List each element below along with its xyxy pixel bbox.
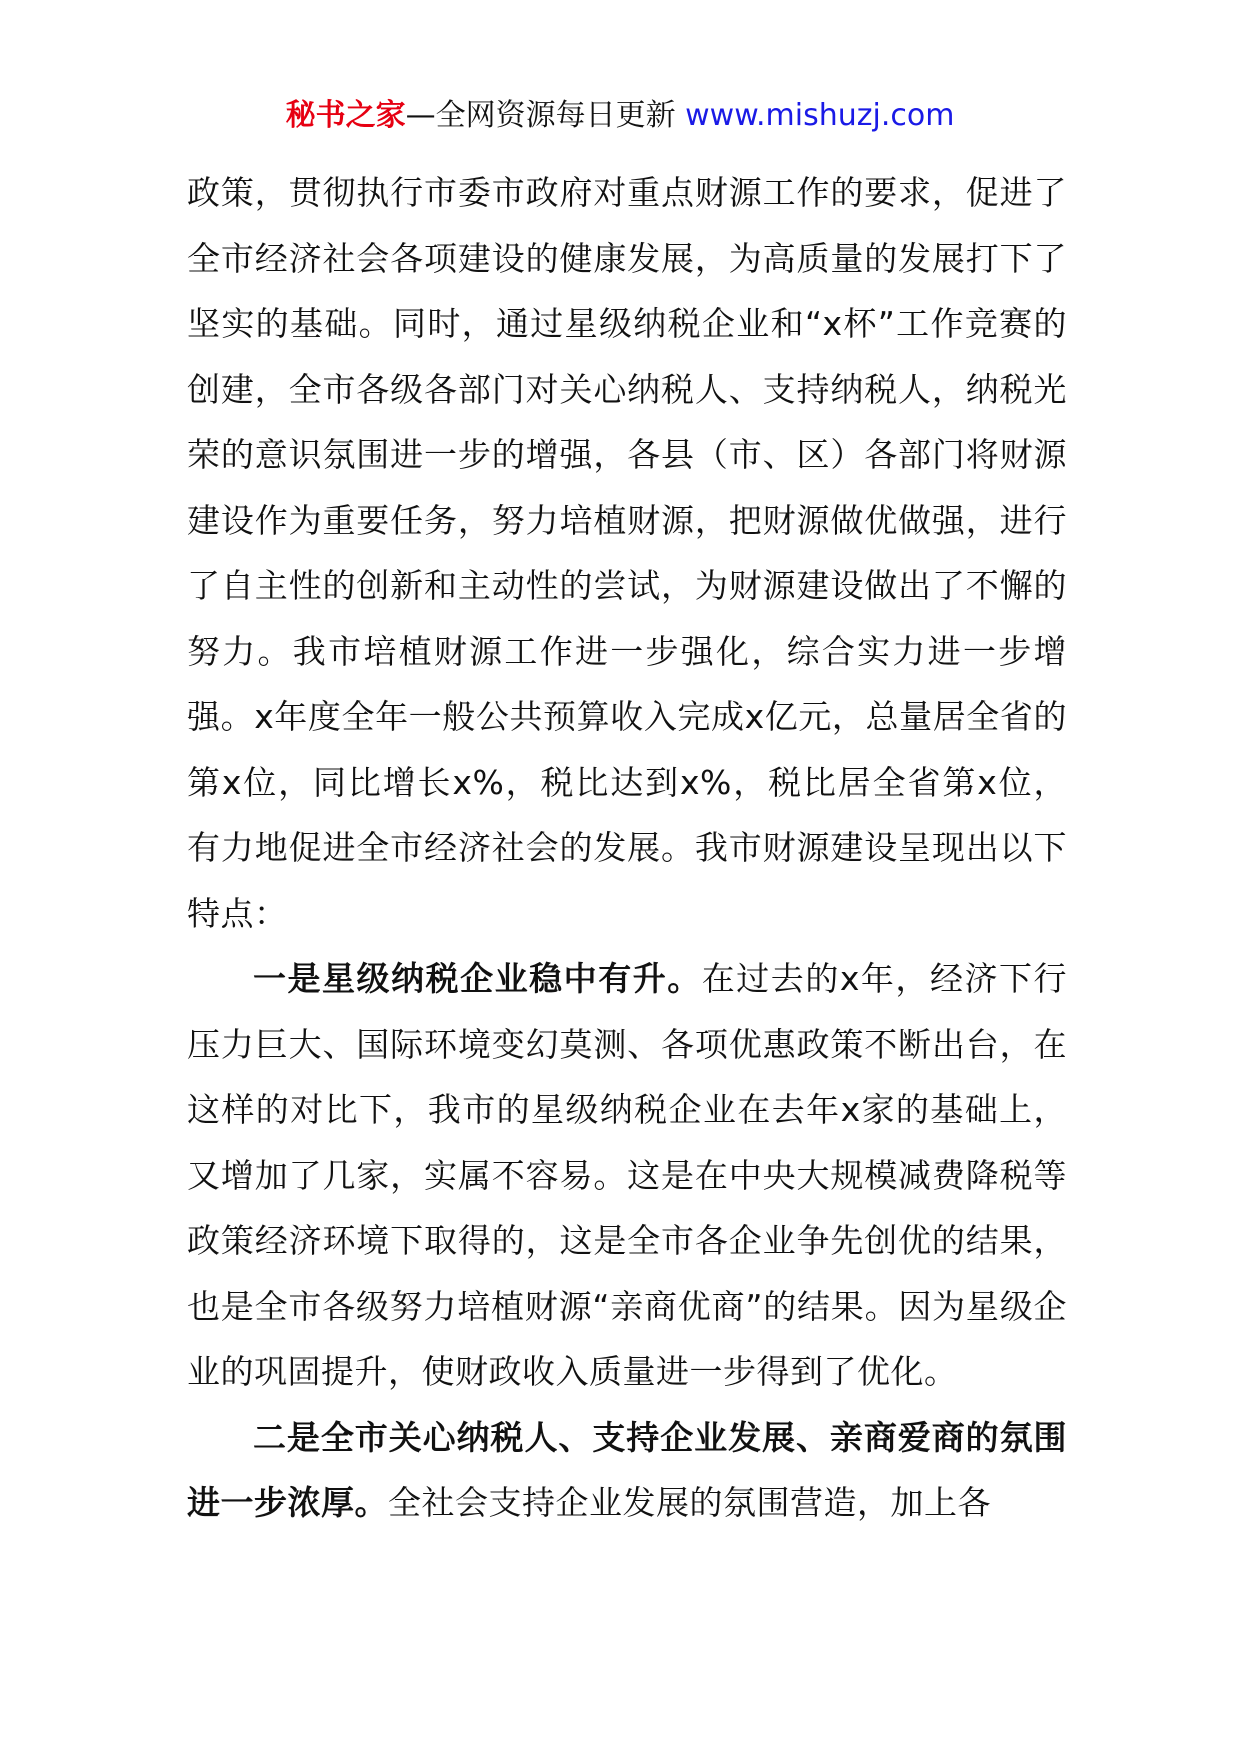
paragraph-text: 政策，贯彻执行市委市政府对重点财源工作的要求，促进了全市经济社会各项建设的健康发展，为高质量的发展打下了坚实的基础。同时，通过星级纳税企业和“x杯”工作竞赛的创建，全市各级各部门对关心纳税人、支持纳税人，纳税光荣的意识氛围进一步的增强，各县（市、区）各部门将财源建设作为重要任务，努力培植财源，把财源做优做强，进行了自主性的创新和主动性的尝试，为财源建设做出了不懈的努力。我市培植财源工作进一步强化，综合实力进一步增强。x年度全年一般公共预算收入完成x亿元，总量居全省的第x位，同比增长x%，税比达到x%，税比居全省第x位，有力地促进全市经济社会的发展。我市财源建设呈现出以下特点： xyxy=(187,173,1067,933)
document-body xyxy=(187,160,1067,1536)
paragraph-heading: 一是星级纳税企业稳中有升。 xyxy=(253,959,702,998)
paragraph-heading: 二是全市关心纳税人、支持企业发展、亲商爱商的氛围进一步浓厚。 xyxy=(187,1417,1067,1522)
site-header xyxy=(0,96,1240,136)
paragraph-intro xyxy=(187,160,1067,946)
paragraph-text: 在过去的x年，经济下行压力巨大、国际环境变幻莫测、各项优惠政策不断出台，在这样的对比下，我市的星级纳税企业在去年x家的基础上，又增加了几家，实属不容易。这是在中央大规模减费降税等政策经济环境下取得的，这是全市各企业争先创优的结果，也是全市各级努力培植财源“亲商优商”的结果。因为星级企业的巩固提升，使财政收入质量进一步得到了优化。 xyxy=(187,959,1067,1391)
paragraph-point-two xyxy=(187,1405,1067,1536)
paragraph-text: 全社会支持企业发展的氛围营造，加上各 xyxy=(388,1483,991,1522)
site-url-link[interactable]: www.mishuzj.com xyxy=(685,98,955,133)
brand-name: 秘书之家 xyxy=(285,98,406,133)
paragraph-point-one xyxy=(187,946,1067,1405)
header-tagline: —全网资源每日更新 xyxy=(405,98,686,133)
